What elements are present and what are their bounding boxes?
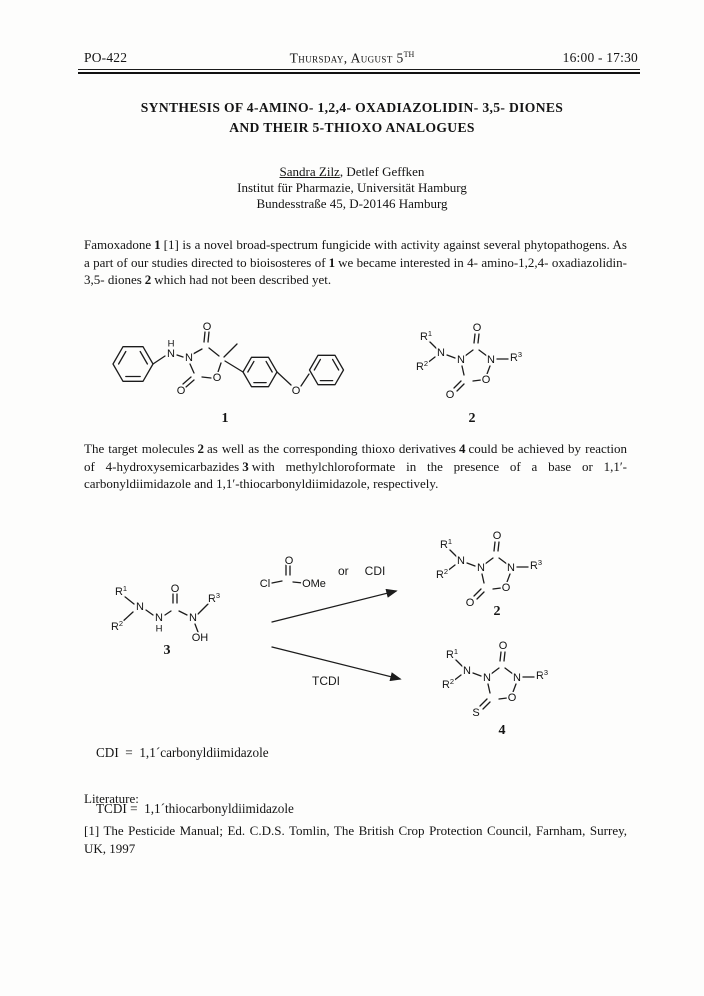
compound-ref-1: 1 [154,237,161,252]
session-day-ordinal: TH [403,50,415,59]
r2-label: $R^2$ [441,676,455,691]
n-atom-label: N [155,612,163,624]
author-1: Sandra Zilz [279,164,340,179]
r2-label: $R^2$ [110,618,124,633]
r2-label: $R^2$ [435,566,449,581]
n-atom-label: N [437,347,445,359]
p1-text: which had not been described yet. [154,272,332,288]
r1-label: $R^1$ [114,583,128,598]
s-atom-label: S [472,707,480,719]
p1-text: we became interested in 4- amino-1,2,4- oxadiazolidin- 3,5- diones [84,254,627,288]
o-atom-label: O [176,385,186,397]
cdi-definition: CDI = 1,1´carbonyldiimidazole [96,745,269,760]
author-line [0,164,704,180]
bonds [153,332,309,387]
r1-label: $R^1$ [445,646,459,661]
phenylene-ring [243,357,277,386]
benzene-ring-right [310,355,344,384]
r3-label: $R^3$ [529,557,543,572]
n-atom-label: N [507,562,515,574]
o-atom-label: O [202,321,212,333]
n-atom-label: N [513,672,521,684]
session-day-text: Thursday, August 5 [289,50,404,66]
compound-label-2: 2 [468,411,476,426]
r3-label: $R^3$ [535,667,549,682]
bonds [426,334,508,391]
page-title [0,98,704,138]
r3-label: $R^3$ [207,590,221,605]
compound-ref-2: 2 [197,441,204,456]
o-atom-label: O [472,322,482,334]
n-atom-label: N [457,354,465,366]
compound-label-2-scheme: 2 [493,604,501,619]
product-2-drawing [432,530,562,640]
reagent-alternative [338,564,385,578]
title-line-2: AND THEIR 5-THIOXO ANALOGUES [229,120,475,135]
n-atom-label: N [477,562,485,574]
o-atom-label: O [445,389,455,401]
o-atom-label: O [170,583,180,595]
literature-reference: [1] The Pesticide Manual; Ed. C.D.S. Tomlin, The British Crop Protection Council, Farnham, Surrey, UK, 1997 [84,823,627,856]
author-2: Detlef Geffken [346,164,425,179]
p2-text: could be achieved by reaction of 4-hydroxysemicarbazides [84,441,627,474]
ome-group-label: OMe [302,578,326,590]
benzene-ring-left [113,347,153,382]
author-block [0,164,704,212]
compound-ref-3: 3 [242,458,249,474]
n-atom-label: N [457,555,465,567]
p1-text: Famoxadone [84,237,152,252]
or-label: or [338,564,349,578]
p2-text: with methylchloroformate in the presence of a base or 1,1′-carbonyldiimidazole and 1,1′-thiocarbonyldiimidazole, respectively. [84,458,628,492]
affiliation-address: Bundesstraße 45, D-20146 Hamburg [256,196,448,211]
n-atom-label: N [185,352,193,364]
affiliation-institute: Institut für Pharmazie, Universität Hamburg [237,180,467,195]
bonds [452,652,534,709]
o-atom-label: O [492,530,502,542]
o-atom-label: O [284,555,294,567]
o-atom-label: O [498,640,508,652]
h-atom-label: H [155,623,163,635]
tcdi-definition: TCDI = 1,1´thiocarbonyldiimidazole [96,800,294,816]
o-atom-label: O [291,385,301,397]
oh-group-label: OH [191,632,209,644]
o-atom-label: O [465,597,475,609]
r1-label: $R^1$ [419,328,433,343]
n-atom-label: N [189,612,197,624]
p1-text: [1] is a novel broad-spectrum fungicide with activity against several phytopathogens. As a part of our studies directed to bioisosteres of [84,237,627,270]
methods-paragraph [84,440,627,493]
p2-text: The target molecules [84,441,195,456]
session-code: PO-422 [84,50,128,65]
n-atom-label: N [463,665,471,677]
cdi-label: CDI [364,564,386,578]
compound-ref-2: 2 [144,272,152,288]
bonds [446,542,528,599]
intro-paragraph [84,236,627,289]
n-atom-label: N [487,354,495,366]
arrow-to-compound-2 [272,591,396,622]
o-atom-label: O [212,372,222,384]
o-atom-label: O [507,692,517,704]
tcdi-label: TCDI [312,674,340,688]
n-atom-label: N [483,672,491,684]
n-atom-label: N [136,601,144,613]
compound-label-1: 1 [221,411,229,426]
session-time: 16:00 - 17:30 [562,50,638,65]
author-separator: , [339,164,347,179]
compound-label-4-scheme: 4 [498,723,506,738]
n-atom-label: N [167,348,175,360]
r1-label: $R^1$ [439,536,453,551]
structure-1-famoxadone [105,318,375,430]
o-atom-label: O [481,374,491,386]
r3-label: $R^3$ [509,349,523,364]
r2-label: $R^2$ [415,358,429,373]
literature-heading: Literature: [84,791,139,806]
compound-ref-1: 1 [328,254,336,270]
header-divider [78,69,640,74]
title-line-1: SYNTHESIS OF 4-AMINO- 1,2,4- OXADIAZOLIDIN- 3,5- DIONES [140,100,564,115]
o-atom-label: O [501,582,511,594]
p2-text: as well as the corresponding thioxo derivatives [206,441,456,456]
cl-atom-label: Cl [259,578,271,590]
h-atom-label: H [167,338,175,350]
compound-ref-4: 4 [458,441,466,456]
compound-label-3: 3 [163,643,171,658]
